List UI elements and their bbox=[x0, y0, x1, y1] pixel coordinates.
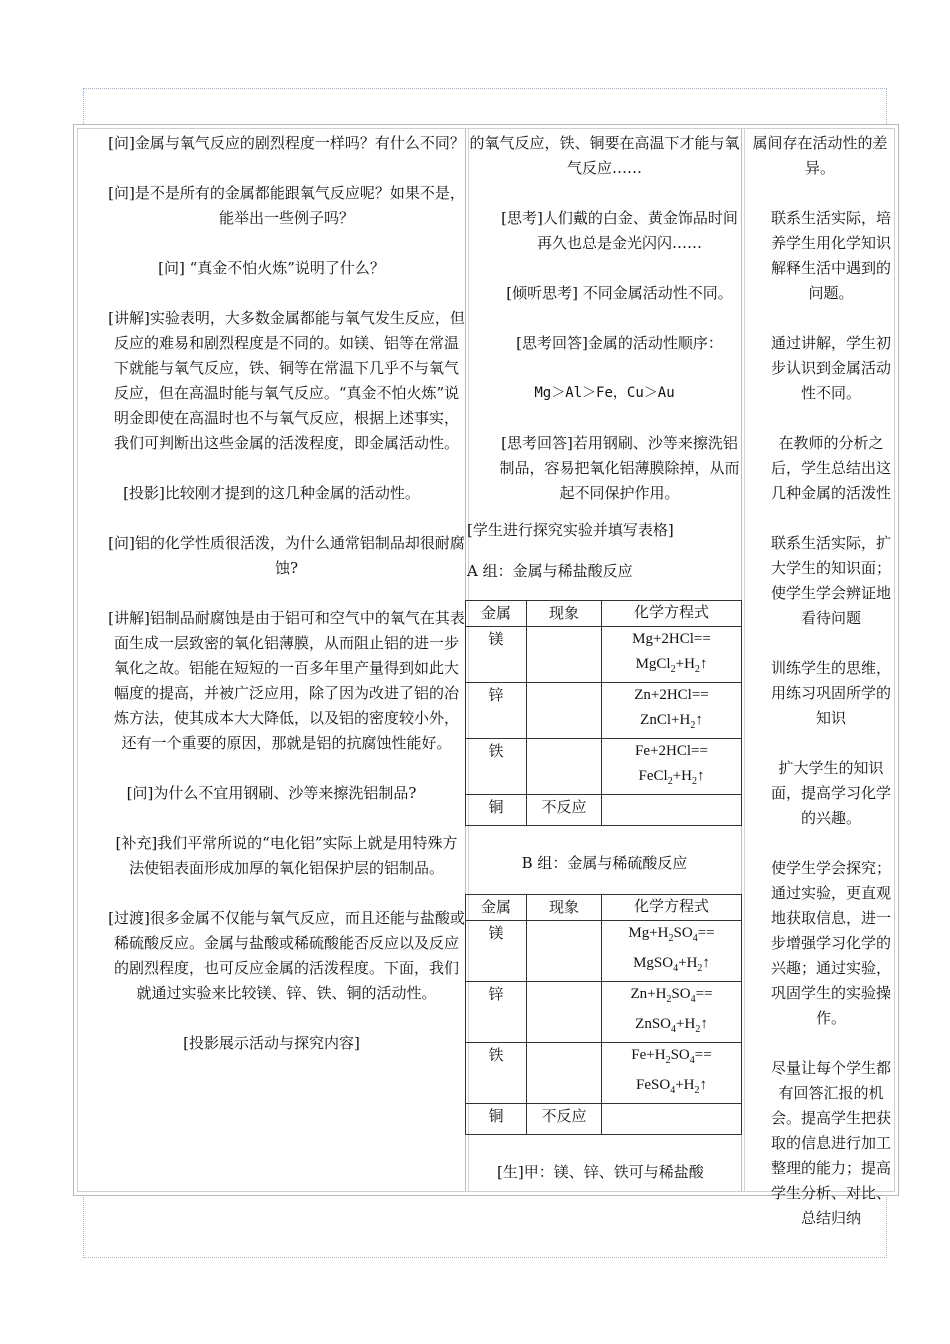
header-cell: 现象 bbox=[527, 895, 602, 921]
table-row bbox=[466, 795, 742, 826]
phenomenon-cell bbox=[527, 982, 602, 1043]
table-row bbox=[466, 1043, 742, 1104]
table-row bbox=[466, 627, 742, 683]
phenomenon-cell bbox=[527, 921, 602, 982]
column-divider bbox=[744, 129, 745, 1191]
paragraph: [学生进行探究实验并填写表格] bbox=[467, 521, 674, 539]
paragraph: 联系生活实际，扩大学生的知识面；使学生学会辨证地看待问题 bbox=[770, 534, 891, 627]
phenomenon-cell: 不反应 bbox=[527, 1104, 602, 1135]
activity-order: Mg＞Al＞Fe，Cu＞Au bbox=[534, 385, 675, 401]
table-header-row bbox=[466, 601, 742, 627]
paragraph: 扩大学生的知识面，提高学习化学的兴趣。 bbox=[770, 759, 891, 827]
paragraph: [问]铝的化学性质很活泼，为什么通常铝制品却很耐腐蚀? bbox=[108, 534, 465, 577]
phenomenon-cell bbox=[527, 683, 602, 739]
equation-cell: $Zn+H_2SO_4==$ $ZnSO_4+H_2↑$ bbox=[602, 982, 742, 1043]
paragraph: 联系生活实际，培养学生用化学知识解释生活中遇到的问题。 bbox=[770, 209, 891, 302]
paragraph: [思考回答]金属的活动性顺序： bbox=[516, 334, 723, 352]
paragraph: [问]是不是所有的金属都能跟氧气反应呢？如果不是，能举出一些例子吗？ bbox=[108, 184, 465, 227]
equation-cell: Zn+2HCl== $ZnCl+H_2↑$ bbox=[602, 683, 742, 739]
equation-cell: $Fe+H_2SO_4==$ $FeSO_4+H_2↑$ bbox=[602, 1043, 742, 1104]
paragraph: [倾听思考] 不同金属活动性不同。 bbox=[506, 284, 733, 302]
metal-cell: 锌 bbox=[466, 683, 527, 739]
paragraph: 在教师的分析之后，学生总结出这几种金属的活泼性 bbox=[770, 434, 891, 502]
table-a-title: A 组：金属与稀盐酸反应 bbox=[467, 562, 633, 580]
equation-cell: Fe+2HCl== $FeCl_2+H_2↑$ bbox=[602, 739, 742, 795]
metal-cell: 镁 bbox=[466, 921, 527, 982]
table-row bbox=[466, 683, 742, 739]
metal-cell: 铜 bbox=[466, 795, 527, 826]
teacher-activity-column bbox=[78, 131, 465, 1191]
header-cell: 金属 bbox=[466, 601, 527, 627]
paragraph: 使学生学会探究；通过实验，更直观地获取信息，进一步增强学习化学的兴趣；通过实验，巩固学生的实验操作。 bbox=[770, 859, 891, 1027]
table-row bbox=[466, 1104, 742, 1135]
phenomenon-cell bbox=[527, 1043, 602, 1104]
paragraph: [投影]比较刚才提到的这几种金属的活动性。 bbox=[123, 484, 420, 502]
student-activity-column bbox=[467, 131, 742, 1191]
paragraph: 属间存在活动性的差异。 bbox=[752, 134, 888, 177]
table-row bbox=[466, 739, 742, 795]
phenomenon-cell: 不反应 bbox=[527, 795, 602, 826]
paragraph: [补充]我们平常所说的“电化铝”实际上就是用特殊方法使铝表面形成加厚的氧化铝保护层的铝制品。 bbox=[115, 834, 458, 877]
metal-cell: 铜 bbox=[466, 1104, 527, 1135]
metal-cell: 锌 bbox=[466, 982, 527, 1043]
table-row bbox=[466, 982, 742, 1043]
metal-cell: 铁 bbox=[466, 739, 527, 795]
paragraph: [讲解]实验表明，大多数金属都能与氧气发生反应，但反应的难易和剧烈程度是不同的。如镁、铝等在常温下就能与氧气反应，铁、铜等在常温下几乎不与氧气反应，但在高温时能与氧气反应。“真金不怕火炼”说明金即使在高温时也不与氧气反应，根据上述事实，我们可判断出这些金属的活泼程度，即金属活动性。 bbox=[108, 309, 465, 452]
header-cell: 化学方程式 bbox=[602, 895, 742, 921]
paragraph: 尽量让每个学生都有回答汇报的机会。提高学生把获取的信息进行加工整理的能力；提高学生分析、对比、总结归纳 bbox=[770, 1059, 891, 1227]
phenomenon-cell bbox=[527, 627, 602, 683]
paragraph: [问]为什么不宜用钢刷、沙等来擦洗铝制品? bbox=[126, 784, 417, 802]
equation-cell: Mg+2HCl== $MgCl_2+H_2↑$ bbox=[602, 627, 742, 683]
paragraph: [问]金属与氧气反应的剧烈程度一样吗？有什么不同？ bbox=[108, 134, 465, 152]
paragraph: [思考]人们戴的白金、黄金饰品时间再久也总是金光闪闪…… bbox=[501, 209, 738, 252]
table-b-title: B 组：金属与稀硫酸反应 bbox=[521, 854, 688, 872]
equation-cell bbox=[602, 795, 742, 826]
table-b bbox=[465, 894, 742, 1135]
table-row bbox=[466, 921, 742, 982]
paragraph: [投影展示活动与探究内容] bbox=[183, 1034, 360, 1052]
paragraph: [问] “真金不怕火炼”说明了什么？ bbox=[158, 259, 385, 277]
paragraph: 通过讲解，学生初步认识到金属活动性不同。 bbox=[770, 334, 891, 402]
metal-cell: 镁 bbox=[466, 627, 527, 683]
table-a bbox=[465, 600, 742, 826]
paragraph: [过渡]很多金属不仅能与氧气反应，而且还能与盐酸或稀硫酸反应。金属与盐酸或稀硫酸能否反应以及反应的剧烈程度，也可反应金属的活泼程度。下面，我们就通过实验来比较镁、锌、铁、铜的活动性。 bbox=[108, 909, 465, 1002]
lesson-table bbox=[73, 124, 899, 1227]
header-cell: 化学方程式 bbox=[602, 601, 742, 627]
paragraph: [讲解]铝制品耐腐蚀是由于铝可和空气中的氧气在其表面生成一层致密的氧化铝薄膜，从而阻止铝的进一步氧化之故。铝能在短短的一百多年里产量得到如此大幅度的提高，并被广泛应用，除了因为改进了铝的冶炼方法，使其成本大大降低，以及铝的密度较小外，还有一个重要的原因，那就是铝的抗腐蚀性能好。 bbox=[108, 609, 465, 752]
paragraph: [思考回答]若用钢刷、沙等来擦洗铝制品，容易把氧化铝薄膜除掉，从而起不同保护作用。 bbox=[499, 434, 740, 502]
paragraph: 的氧气反应，铁、铜要在高温下才能与氧气反应…… bbox=[469, 134, 740, 177]
metal-cell: 铁 bbox=[466, 1043, 527, 1104]
equation-cell bbox=[602, 1104, 742, 1135]
paragraph: [生]甲：镁、锌、铁可与稀盐酸 bbox=[497, 1163, 704, 1181]
design-intent-column bbox=[746, 131, 894, 1227]
header-cell: 金属 bbox=[466, 895, 527, 921]
header-cell: 现象 bbox=[527, 601, 602, 627]
paragraph: 训练学生的思维，用练习巩固所学的知识 bbox=[770, 659, 891, 727]
equation-cell: $Mg+H_2SO_4==$ $MgSO_4+H_2↑$ bbox=[602, 921, 742, 982]
table-header-row bbox=[466, 895, 742, 921]
phenomenon-cell bbox=[527, 739, 602, 795]
